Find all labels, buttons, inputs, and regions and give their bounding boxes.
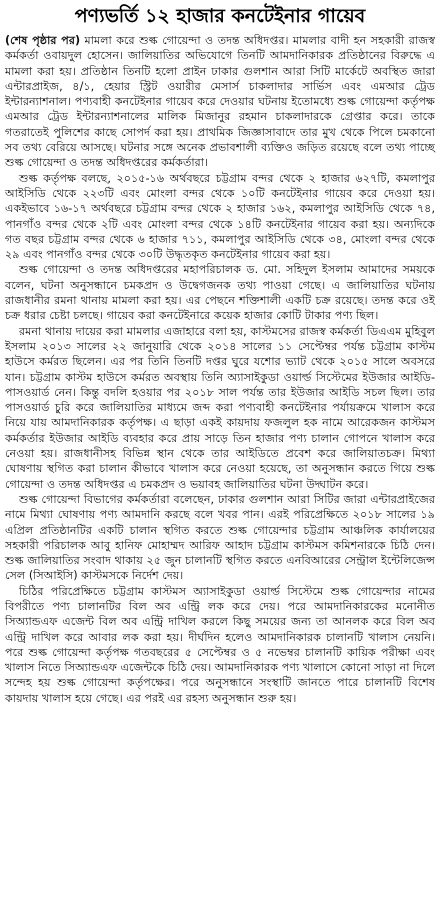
article-paragraph: চিঠির পরিপ্রেক্ষিতে চট্টগ্রাম কাস্টমস অ্যাসাইকুডা ওয়ার্ল্ড সিস্টেমে শুল্ক গোয়েন্দার নামের বিপরীতে পণ্য চালানটির বিল অব এন্ট্রি লক করে দেয়। পরে আমদানিকারকের মনোনীত সিঅ্যান্ডএফ এজেন্ট বিল অব এন্ট্রি দাখিল করলে কিছু সময়ের জন্য তা আনলক করে বিল অব এন্ট্রি দাখিল করে আবার লক করা হয়। দীর্ঘদিন হলেও আমদানিকারক চালানটি খালাস নেয়নি। পরে শুল্ক গোয়েন্দা কর্তৃপক্ষ গতবছরের ৫ সেপ্টেম্বর ও ৫ নভেম্বর চালানটি কায়িক পরীক্ষা এবং খালাস নিতে সিঅ্যান্ডএফ এজেন্টকে চিঠি দেয়। আমদানিকারক পণ্য খালাসে কোনো সাড়া না দিলে সন্দেহ হয় শুল্ক গোয়েন্দা কর্তৃপক্ষের। পরে অনুসন্ধানে সংস্থাটি জানতে পারে চালানটি বিশেষ কায়দায় খালাস হয়ে গেছে। এর পরই এর রহস্য অনুসন্ধান শুরু হয়। xyxy=(5,584,435,705)
paragraph-text: মামলা করে শুল্ক গোয়েন্দা ও তদন্ত অধিদপ্তর। মামলার বাদী হন সহকারী রাজস্ব কর্মকর্তা ওবায়দুল হোসেন। জালিয়াতির অভিযোগে তিনটি আমদানিকারক প্রতিষ্ঠানের বিরুদ্ধে এ মামলা করা হয়। প্রতিষ্ঠান তিনটি হলো প্রাইন ঢাকার গুলশান আরা সিটি মার্কেটে অবস্থিত জারা এন্টারপ্রাইজ, ৪/১, হেয়ার স্ট্রিট ওয়ারীর মেসার্স চাকলাদার সার্ভিস এবং এমআর ট্রেড ইন্টারন্যাশনাল। পণ্যবাহী কনটেইনার গায়েব করে দেওয়ার ঘটনায় ইতোমধ্যে শুল্ক গোয়েন্দা কর্তৃপক্ষ এমআর ট্রেড ইন্টারন্যাশনালের মালিক মিজানুর রহমান চাকলাদারকে গ্রেপ্তার করে। তাকে গতরাতেই পুলিশের কাছে সোপর্দ করা হয়। প্রাথমিক জিজ্ঞাসাবাদে তার মুখ থেকে পিলে চমকানো সব তথ্য বেরিয়ে আসছে। ঘটনার সঙ্গে অনেক প্রভাবশালী ব্যক্তিও জড়িত রয়েছে বলে তথ্য পাচ্ছে শুল্ক গোয়েন্দা ও তদন্ত অধিদপ্তরের কর্মকর্তারা। xyxy=(5,34,436,170)
headline: পণ্যভর্তি ১২ হাজার কনটেইনার গায়েব xyxy=(74,5,366,27)
article-paragraph: শুল্ক গোয়েন্দা বিভাগের কর্মকর্তারা বলেছেন, ঢাকার গুলশান আরা সিটির জারা এন্টারপ্রাইজের নামে মিথ্যা ঘোষণায় পণ্য আমদানি করছে বলে খবর পান। এরই পরিপ্রেক্ষিতে ২০১৮ সালের ১৯ এপ্রিল প্রতিষ্ঠানটির একটি চালান স্থগিত করতে শুল্ক গোয়েন্দার চট্টগ্রাম আঞ্চলিক কার্যালয়ের সহকারী পরিচালক আবু হানিফ মোহাম্মদ আরিফ আহাদ চট্টগ্রাম কাস্টমস কমিশনারকে চিঠি দেন। শুল্ক জালিয়াতির সংবাদ থাকায় ২৫ জুন চালানটি স্থগিত করতে এনবিআরের সেন্ট্রাল ইন্টেলিজেন্স সেল (সিআইসি) কাস্টমসকে নির্দেশ দেয়। xyxy=(5,492,435,583)
article-body xyxy=(5,33,435,706)
article-paragraph: রমনা থানায় দায়ের করা মামলার এজাহারে বলা হয়, কাস্টমসের রাজস্ব কর্মকর্তা ডিএএম মুহিবুল ইসলাম ২০১৩ সালের ২২ জানুয়ারি থেকে ২০১৪ সালের ১১ সেপ্টেম্বর পর্যন্ত চট্টগ্রাম কাস্টম হাউসে কর্মরত ছিলেন। এর পর তিনি তিনটি দপ্তর ঘুরে যশোর ভ্যাট থেকে ২০১৫ সালে অবসরে যান। চট্টগ্রাম কাস্টম হাউসে কর্মরত অবস্থায় তিনি অ্যাসাইকুডা ওয়ার্ল্ড সিস্টেমের ইউজার আইডি-পাসওয়ার্ড নেন। কিন্তু বদলি হওয়ার পর ২০১৮ সাল পর্যন্ত তার ইউজার আইডি সচল ছিল। তার পাসওয়ার্ড চুরি করে জালিয়াতির মাধ্যমে জব্দ করা পণ্যবাহী কনটেইনার পর্যায়ক্রমে খালাস করে নিয়ে যায় আমদানিকারক কর্তৃপক্ষ। এ ছাড়া একই কায়দায় ফজলুল হক নামে আরেকজন কাস্টমস কর্মকর্তার ইউজার আইডি ব্যবহার করে প্রায় সাড়ে তিন হাজার পণ্য চালান গোপনে খালাস করে নেওয়া হয়। রাজধানীসহ বিভিন্ন স্থান থেকে তার আইডিতে প্রবেশ করে জালিয়াতচক্র। মিথ্যা ঘোষণায় স্থগিত করা চালান কীভাবে খালাস করে নেওয়া হয়েছে, তা অনুসন্ধান করতে গিয়ে শুল্ক গোয়েন্দা ও তদন্ত অধিদপ্তর এ চমকপ্রদ ও ভয়াবহ জালিয়াতির ঘটনা উদ্ঘাটন করে। xyxy=(5,324,435,491)
article-paragraph: শুল্ক কর্তৃপক্ষ বলছে, ২০১৫-১৬ অর্থবছরে চট্টগ্রাম বন্দর থেকে ২ হাজার ৬২৭টি, কমলাপুর আইসিডি থেকে ২২৩টি এবং মোংলা বন্দর থেকে ১০টি কনটেইনার গায়েব করে দেওয়া হয়। একইভাবে ১৬-১৭ অর্থবছরে চট্টগ্রাম বন্দর থেকে ২ হাজার ১৬২, কমলাপুর আইসিডি থেকে ৭৪, পানগাঁও বন্দর থেকে ২টি এবং মোংলা বন্দর থেকে ১৪টি কনটেইনার গায়েব করা হয়। অন্যদিকে গত বছর চট্টগ্রাম বন্দর থেকে ৬ হাজার ৭১১, কমলাপুর আইসিডি থেকে ৩৪, মোংলা বন্দর থেকে ২৯ এবং পানগাঁও বন্দর থেকে ৩০টি উদ্ধৃতকৃত কনটেইনার গায়েব করা হয়। xyxy=(5,171,435,262)
article-paragraph xyxy=(5,33,435,171)
article-paragraph: শুল্ক গোয়েন্দা ও তদন্ত অধিদপ্তরের মহাপরিচালক ড. মো. সহিদুল ইসলাম আমাদের সময়কে বলেন, ঘটনা অনুসন্ধানে চমকপ্রদ ও উদ্বেগজনক তথ্য পাওয়া গেছে। এ জালিয়াতির ঘটনায় রাজধানীর রমনা থানায় মামলা করা হয়। এর পেছনে শক্তিশালী একটি চক্র রয়েছে। তদন্ত করে ওই চক্র ধরার চেষ্টা চলছে। গায়েব করা কনটেইনারে কয়েক হাজার কোটি টাকার পণ্য ছিল। xyxy=(5,263,435,323)
continuation-kicker: (শেষ পৃষ্ঠার পর) xyxy=(5,34,81,47)
